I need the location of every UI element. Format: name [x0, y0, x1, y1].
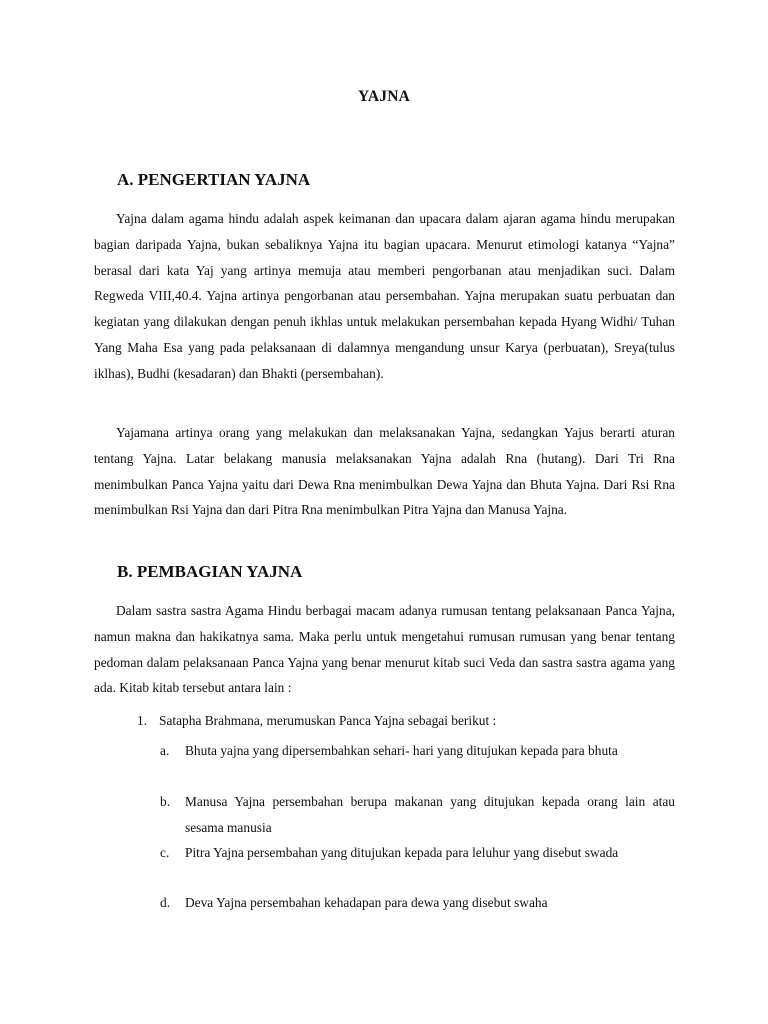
sub-list-marker: c.: [160, 845, 170, 860]
sub-list-text: Manusa Yajna persembahan berupa makanan yang ditujukan kepada orang lain atau sesama manusia: [185, 794, 675, 835]
list-number: 1.: [137, 713, 148, 728]
sub-list-marker: b.: [160, 794, 171, 809]
sub-list-text: Deva Yajna persembahan kehadapan para dewa yang disebut swaha: [185, 895, 548, 910]
document-title: YAJNA: [357, 88, 411, 105]
sub-list-text: Bhuta yajna yang dipersembahkan sehari- hari yang ditujukan kepada para bhuta: [185, 743, 618, 758]
paragraph: Dalam sastra sastra Agama Hindu berbagai macam adanya rumusan tentang pelaksanaan Panca Yajna, namun makna dan hakikatnya sama. Maka perlu untuk mengetahui rumusan rumusan yang benar tentang pedoman dalam pelaksanaan Panca Yajna yang benar menurut kitab suci Veda dan sastra sastra agama yang ada. Kitab kitab tersebut antara lain :: [94, 603, 675, 696]
sub-list-text: Pitra Yajna persembahan yang ditujukan kepada para leluhur yang disebut swada: [185, 845, 619, 860]
section-heading-pembagian: B. PEMBAGIAN YAJNA: [117, 562, 303, 581]
sub-list-marker: d.: [160, 895, 171, 910]
sub-list-marker: a.: [160, 743, 170, 758]
paragraph: Yajamana artinya orang yang melakukan dan melaksanakan Yajna, sedangkan Yajus berarti aturan tentang Yajna. Latar belakang manusia melaksanakan Yajna adalah Rna (hutang). Dari Tri Rna menimbulkan Panca Yajna yaitu dari Dewa Rna menimbulkan Dewa Yajna dan Bhuta Yajna. Dari Rsi Rna menimbulkan Rsi Yajna dan dari Pitra Rna menimbulkan Pitra Yajna dan Manusa Yajna.: [94, 425, 675, 518]
section-heading-pengertian: A. PENGERTIAN YAJNA: [117, 170, 311, 189]
list-item-text: Satapha Brahmana, merumuskan Panca Yajna sebagai berikut :: [159, 713, 497, 728]
paragraph: Yajna dalam agama hindu adalah aspek keimanan dan upacara dalam ajaran agama hindu merupakan bagian daripada Yajna, bukan sebaliknya Yajna itu bagian upacara. Menurut etimologi katanya “Yajna” berasal dari kata Yaj yang artinya memuja atau memberi pengorbanan atau menjadikan suci. Dalam Regweda VIII,40.4. Yajna artinya pengorbanan atau persembahan. Yajna merupakan suatu perbuatan dan kegiatan yang dilakukan dengan penuh ikhlas untuk melakukan persembahan kepada Hyang Widhi/ Tuhan Yang Maha Esa yang pada pelaksanaan di dalamnya mengandung unsur Karya (perbuatan), Sreya(tulus iklhas), Budhi (kesadaran) dan Bhakti (persembahan).: [94, 211, 675, 381]
